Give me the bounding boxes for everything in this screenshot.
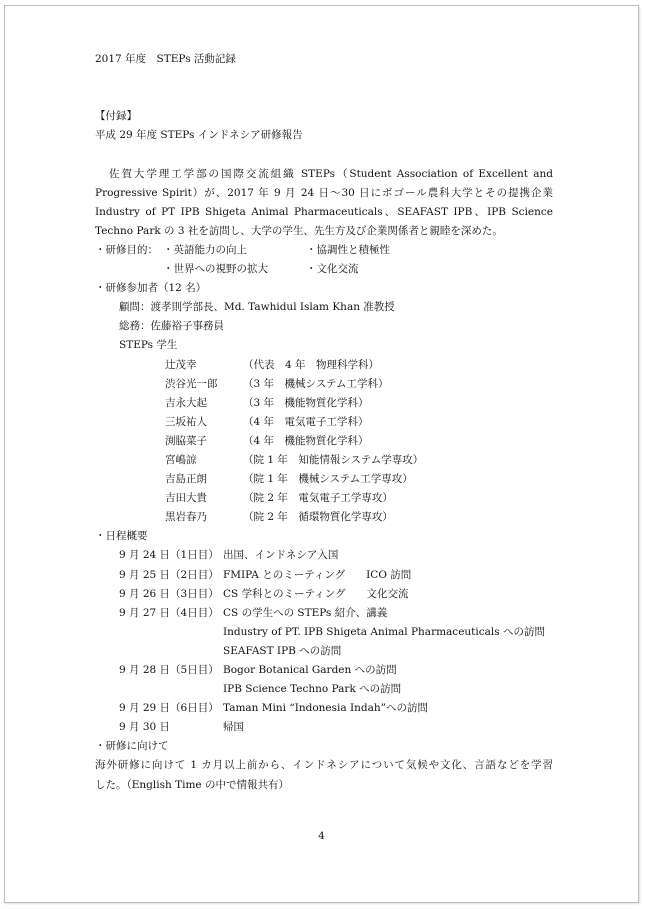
schedule-date: 9 月 27 日（4日目） [119,606,219,619]
advisor-line: 顧問：渡孝則学部長、Md. Tawhidul Islam Khan 准教授 [119,301,395,314]
student-row [95,432,553,451]
goal-item: ・文化交流 [306,263,359,276]
document-body [95,50,553,795]
student-detail: （院 2 年 循環物質化学専攻） [243,511,393,524]
schedule-date: 9 月 29 日（6日目） [119,702,219,715]
student-name: 渕脇菜子 [165,434,207,447]
schedule-row [95,661,553,680]
running-header: 2017 年度 STEPs 活動記録 [95,53,236,65]
intro-line: Progressive Spirit）が、2017 年 9 月 24 日～30 日にボゴール農科大学とその提携企業 [95,186,553,199]
schedule-list [95,546,553,737]
goals-row-2 [95,260,553,279]
schedule-date: 9 月 25 日（2日目） [119,568,219,581]
schedule-row-continued: Industry of PT. IPB Shigeta Animal Pharmaceuticals への訪問 [223,625,545,638]
goal-item: ・協調性と積極性 [306,243,390,256]
schedule-row [95,546,553,565]
goals-label: ・研修目的： [95,243,158,256]
schedule-row [95,718,553,737]
schedule-text: FMIPA とのミーティング ICO 訪問 [223,568,412,581]
schedule-date: 9 月 30 日 [119,721,171,734]
student-detail: （3 年 機械システム工学科） [243,377,389,390]
schedule-text: 帰国 [223,721,244,734]
schedule-text: Bogor Botanical Garden への訪問 [223,664,397,676]
student-name: 吉永大起 [165,396,207,409]
goals-row-1 [95,241,553,260]
student-row [95,470,553,489]
schedule-date: 9 月 24 日（1日目） [119,549,219,562]
student-row [95,413,553,432]
student-detail: （4 年 電気電子工学科） [243,415,369,428]
student-detail: （院 2 年 電気電子工学専攻） [243,492,393,505]
student-detail: （院 1 年 機械システム工学専攻） [243,473,413,486]
schedule-text: CS の学生への STEPs 紹介、講義 [223,606,388,619]
intro-paragraph [95,165,553,241]
staff-line: 総務：佐藤裕子事務員 [119,320,224,333]
student-list [95,356,553,528]
student-detail: （代表 4 年 物理科学科） [243,358,380,371]
student-detail: （4 年 機能物質化学科） [243,434,369,447]
document-page [4,5,639,903]
schedule-text: Taman Mini “Indonesia Indah”への訪問 [223,702,428,715]
student-name: 三坂祐人 [165,415,207,428]
student-detail: （院 1 年 知能情報システム学専攻） [243,453,424,466]
intro-line: 佐賀大学理工学部の国際交流組織 STEPs（Student Association of Excellent and [109,167,553,180]
student-row [95,489,553,508]
goal-item: ・英語能力の向上 [163,243,247,256]
student-name: 渋谷光一郎 [165,377,218,390]
preparation-line: 海外研修に向けて 1 カ月以上前から、インドネシアについて気候や文化、言語などを学習 [95,759,553,772]
schedule-row [95,699,553,718]
student-detail: （3 年 機能物質化学科） [243,396,369,409]
intro-line: Techno Park の 3 社を訪問し、大学の学生、先生方及び企業関係者と親睦を深めた。 [95,224,503,237]
student-row [95,508,553,527]
student-row [95,375,553,394]
preparation-heading: ・研修に向けて [95,740,169,753]
student-name: 吉島正朗 [165,473,207,486]
student-name: 黒岩春乃 [165,511,207,524]
schedule-text: CS 学科とのミーティング 文化交流 [223,587,409,600]
preparation-line: した。（English Time の中で情報共有） [95,778,289,791]
student-row [95,451,553,470]
schedule-date: 9 月 28 日（5日目） [119,664,219,676]
student-name: 宮嶋諒 [165,453,197,466]
schedule-row [95,566,553,585]
schedule-row [95,604,553,623]
student-row [95,394,553,413]
student-name: 吉田大貴 [165,492,207,505]
schedule-row-continued: IPB Science Techno Park への訪問 [223,683,402,696]
student-row [95,356,553,375]
schedule-text: 出国、インドネシア入国 [223,549,339,562]
page-number: 4 [318,830,325,842]
appendix-tag: 【付録】 [95,110,137,123]
goal-item: ・世界への視野の拡大 [163,263,268,276]
schedule-heading: ・日程概要 [95,530,148,543]
report-title: 平成 29 年度 STEPs インドネシア研修報告 [95,129,303,142]
students-heading: STEPs 学生 [119,339,178,352]
schedule-date: 9 月 26 日（3日目） [119,587,219,600]
schedule-row [95,585,553,604]
schedule-row-continued: SEAFAST IPB への訪問 [223,644,342,657]
intro-line: Industry of PT IPB Shigeta Animal Pharmaceuticals、SEAFAST IPB、IPB Science [95,205,553,218]
student-name: 辻茂幸 [165,358,197,371]
participants-heading: ・研修参加者（12 名） [95,282,207,295]
